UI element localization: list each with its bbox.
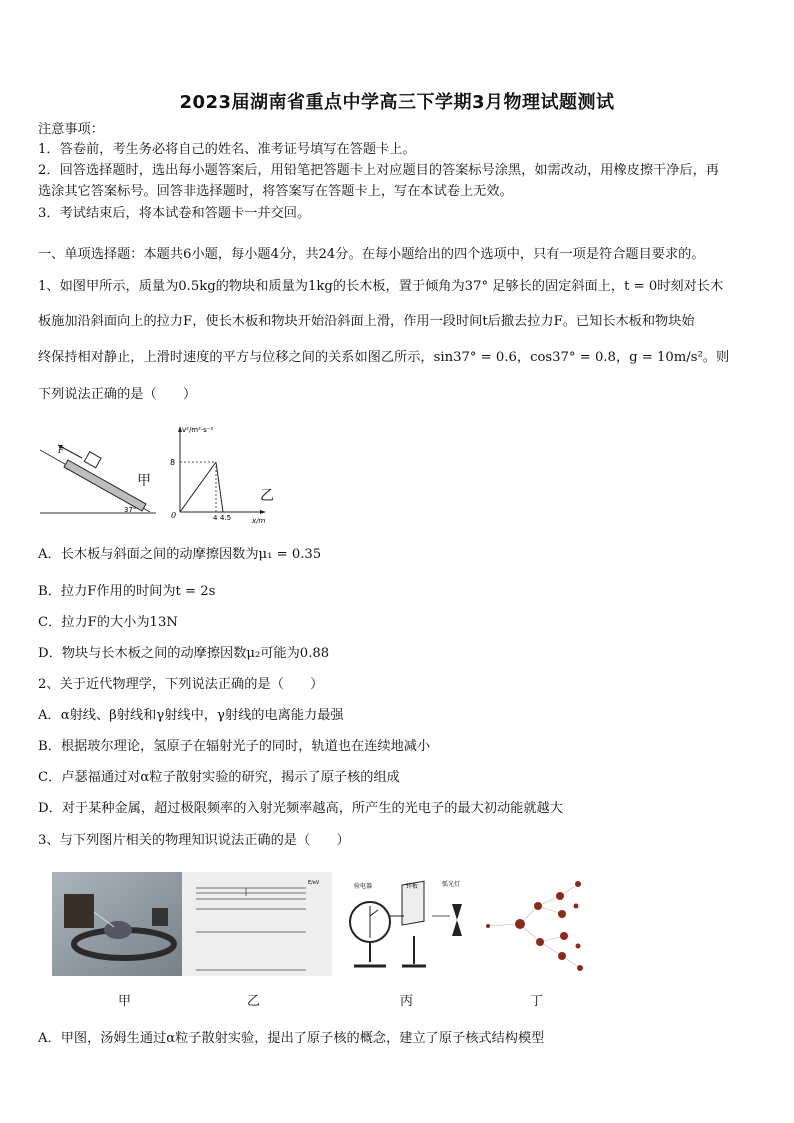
q2-option-c: C．卢瑟福通过对α粒子散射实验的研究，揭示了原子核的组成 [38, 770, 400, 785]
q2-stem: 2、关于近代物理学，下列说法正确的是（ ） [38, 677, 324, 692]
energy-level-diagram [182, 872, 332, 976]
note-item: 2．回答选择题时，选出每小题答案后，用铅笔把答题卡上对应题目的答案标号涂黑，如需改动，用橡皮擦干净后，再 [38, 163, 719, 178]
q3-caption-yi: 乙 [247, 994, 261, 1009]
y-axis-label: v²/m²·s⁻² [182, 426, 214, 434]
x-tick: 4 [213, 514, 218, 522]
note-item: 1．答卷前，考生务必将自己的姓名、准考证号填写在答题卡上。 [38, 142, 416, 157]
long-board [64, 460, 146, 511]
block [84, 452, 101, 468]
v2-x-graph [168, 422, 278, 524]
microscope [152, 908, 168, 926]
diagram-bg [182, 872, 332, 976]
q1-option-a: A．长木板与斜面之间的动摩擦因数为μ₁ = 0.35 [38, 547, 322, 562]
foil [104, 921, 132, 939]
q1-option-d: D．物块与长木板之间的动摩擦因数μ₂可能为0.88 [38, 646, 330, 661]
q2-option-b: B．根据玻尔理论，氢原子在辐射光子的同时，轨道也在连续地减小 [38, 739, 431, 754]
x-arrow [260, 510, 266, 514]
electroscope-label: 验电器 [354, 883, 373, 890]
section-heading: 一、单项选择题：本题共6小题，每小题4分，共24分。在每小题给出的四个选项中，只有一项是符合题目要求的。 [38, 247, 705, 262]
lead-box [64, 894, 94, 928]
q3-caption-jia: 甲 [118, 994, 132, 1009]
q2-option-d: D．对于某种金属，超过极限频率的入射光频率越高，所产生的光电子的最大初动能就越大 [38, 801, 563, 816]
q2-option-a: A．α射线、β射线和γ射线中，γ射线的电离能力最强 [38, 708, 344, 723]
notes-heading: 注意事项： [38, 122, 104, 137]
x-axis-label: x/m [252, 517, 266, 524]
q1-option-b: B．拉力F作用的时间为t = 2s [38, 584, 216, 599]
falling-segment [216, 462, 223, 512]
angle-label: 37° [124, 506, 137, 514]
zinc-plate-label: 锌板 [406, 883, 419, 890]
fig-jia-caption: 甲 [137, 473, 151, 489]
photoelectric-apparatus [340, 876, 475, 976]
q3-caption-ding: 丁 [530, 994, 544, 1009]
q1-stem-line: 下列说法正确的是（ ） [38, 387, 197, 402]
fig-yi-caption: 乙 [260, 488, 274, 504]
q1-stem-line: 1、如图甲所示，质量为0.5kg的物块和质量为1kg的长木板，置于倾角为37° 足够长的固定斜面上，t = 0时刻对长木 [38, 279, 724, 294]
q1-stem-line: 板施加沿斜面向上的拉力F，使长木板和物块开始沿斜面上滑，作用一段时间t后撤去拉力F。已知长木板和物块始 [38, 314, 695, 329]
x-tick: 4.5 [220, 514, 232, 522]
y-tick: 8 [170, 458, 176, 467]
arc-lamp-label: 弧光灯 [442, 881, 461, 888]
arc-lamp [452, 904, 462, 920]
alpha-scattering-photo [52, 872, 182, 976]
note-item: 3．考试结束后，将本试卷和答题卡一并交回。 [38, 206, 311, 221]
q1-option-c: C．拉力F的大小为13N [38, 615, 178, 630]
note-item: 选涂其它答案标号。回答非选择题时，将答案写在答题卡上，写在本试卷上无效。 [38, 184, 513, 199]
q3-stem: 3、与下列图片相关的物理知识说法正确的是（ ） [38, 833, 350, 848]
q1-stem-line: 终保持相对静止，上滑时速度的平方与位移之间的关系如图乙所示，sin37° = 0.6，cos37° = 0.8，g = 10m/s²。则 [38, 350, 730, 365]
origin-label: 0 [171, 511, 177, 520]
page-title: 2023届湖南省重点中学高三下学期3月物理试题测试 [179, 92, 615, 113]
q3-caption-bing: 丙 [400, 994, 414, 1009]
rising-segment [180, 462, 216, 512]
chain-reaction-figure [480, 876, 590, 976]
energy-unit: E/eV [308, 880, 320, 886]
q3-option-a: A．甲图，汤姆生通过α粒子散射实验，提出了原子核的概念，建立了原子核式结构模型 [38, 1031, 545, 1046]
force-label: F [58, 446, 64, 455]
